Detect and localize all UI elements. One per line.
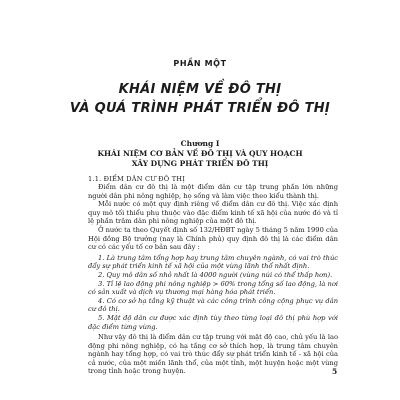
criterion-item: 3. Tỉ lệ lao động phi nông nghiệp > 60% trong tổng số lao động, là nơi có sản xuất và dịch vụ thương mại hàng hóa phát triển. (88, 279, 338, 297)
chapter-title-line-2: XÂY DỰNG PHÁT TRIỂN ĐÔ THỊ (131, 158, 269, 168)
chapter-number: Chương I (180, 139, 220, 148)
main-title-line-2: VÀ QUÁ TRÌNH PHÁT TRIỂN ĐÔ THỊ (69, 101, 331, 116)
part-label: PHẦN MỘT (173, 59, 227, 68)
chapter-title-line-1: KHÁI NIỆM CƠ BẢN VỀ ĐÔ THỊ VÀ QUY HOẠCH (97, 149, 303, 158)
main-title-line-1: KHÁI NIỆM VỀ ĐÔ THỊ (118, 82, 282, 97)
criterion-item: 5. Mật độ dân cư được xác định tùy theo từng loại đô thị phù hợp với đặc điểm từng vùng. (88, 313, 338, 331)
paragraph-country-rules: Mỗi nước có một quy định riêng về điểm dân cư đô thị. Việc xác định quy mô tối thiểu phụ thuộc vào đặc điểm kinh tế xã hội của nước đó và tỉ lệ phần trăm dân phi nông nghiệp của một đô thị. (88, 200, 338, 226)
section-heading: 1.1. ĐIỂM DÂN CƯ ĐÔ THỊ (88, 175, 186, 183)
criterion-item: 2. Quy mô dân số nhỏ nhất là 4000 người (vùng núi có thể thấp hơn). (98, 270, 333, 279)
paragraph-decree: Ở nước ta theo Quyết định số 132/HĐBT ngày 5 tháng 5 năm 1990 của Hội đồng Bộ trưởng (nay là Chính phủ) quy định đô thị là các điểm dân cư có các yếu tố cơ bản sau đây : (88, 225, 338, 252)
paragraph-conclusion: Như vậy đô thị là điểm dân cư tập trung với mật độ cao, chủ yếu là lao động phi nông nghiệp, có hạ tầng cơ sở thích hợp, là trung tâm chuyên ngành hay tổng hợp, có vai trò thúc đẩy sự phát triển kinh tế - xã hội của cả nước, của một miền lãnh thổ, của một tỉnh, một huyện hoặc một vùng trong tỉnh hoặc trong huyện. (88, 333, 338, 376)
main-title (0, 80, 400, 118)
page-number: 5 (332, 367, 338, 376)
paragraph-definition: Điểm dân cư đô thị là một điểm dân cư tập trung phần lớn những người dân phi nông nghiệp, họ sống và làm việc theo kiểu thành thị. (88, 183, 338, 200)
chapter-heading (0, 138, 400, 168)
criterion-item: 4. Có cơ sở hạ tầng kỹ thuật và các công trình công cộng phục vụ dân cư đô thị. (88, 296, 338, 314)
criterion-item: 1. Là trung tâm tổng hợp hay trung tâm chuyên ngành, có vai trò thúc đẩy sự phát triển kinh tế xã hội của một vùng lãnh thổ nhất định. (88, 253, 338, 271)
body-text (88, 183, 338, 376)
